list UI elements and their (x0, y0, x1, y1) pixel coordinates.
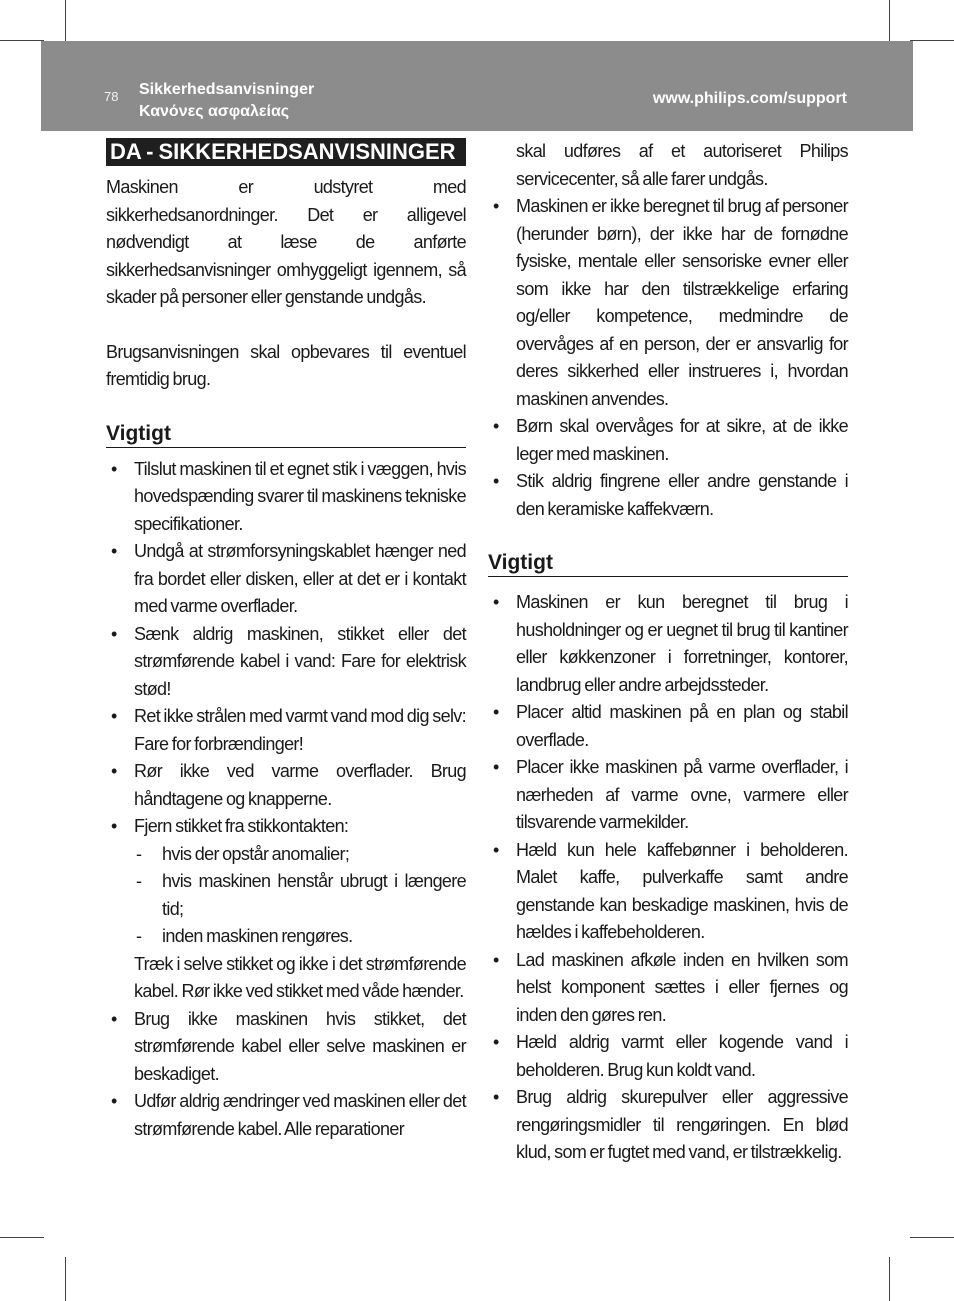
list-item: • Stik aldrig fingrene eller andre genstande i den keramiske kaffekværn. (488, 468, 848, 523)
important-heading: Vigtigt (106, 421, 466, 448)
list-item: • Lad maskinen afkøle inden en hvilken som helst komponent sættes i eller fjernes og inden den gøres ren. (488, 947, 848, 1030)
crop-mark (910, 40, 954, 41)
storage-paragraph: Brugsanvisningen skal opbevares til eventuel fremtidig brug. (106, 341, 466, 389)
sub-list-item: - hvis maskinen henstår ubrugt i længere tid; (134, 868, 466, 923)
important-list (106, 456, 466, 1144)
list-item: • Børn skal overvåges for at sikre, at de ikke leger med maskinen. (488, 413, 848, 468)
left-column (106, 138, 466, 1143)
list-item: • Sænk aldrig maskinen, stikket eller det strømførende kabel i vand: Fare for elektrisk stød! (106, 621, 466, 704)
list-item: • Rør ikke ved varme overflader. Brug håndtagene og knapperne. (106, 758, 466, 813)
continued-list (488, 138, 848, 193)
list-item-continuation (488, 138, 848, 193)
list-item-followup: Træk i selve stikket og ikke i det strømførende kabel. Rør ikke ved stikket med våde hænder. (134, 953, 466, 1001)
list-item: • Placer ikke maskinen på varme overflader, i nærheden af varme ovne, varmere eller tilsvarende varmekilder. (488, 754, 848, 837)
list-item: • Brug ikke maskinen hvis stikket, det strømførende kabel eller selve maskinen er beskadiget. (106, 1006, 466, 1089)
crop-mark (0, 40, 44, 41)
important-heading: Vigtigt (488, 550, 848, 577)
list-item: • Undgå at strømforsyningskablet hænger ned fra bordet eller disken, eller at det er i kontakt med varme overflader. (106, 538, 466, 621)
intro-paragraph: Maskinen er udstyret med sikkerhedsanordninger. Det er alligevel nødvendigt at læse de anførte sikkerhedsanvisninger omhyggeligt igennem, så skader på personer eller genstande undgås. (106, 177, 466, 307)
page-number: 78 (104, 89, 119, 104)
important-list (488, 589, 848, 1167)
continuation-text: skal udføres af et autoriseret Philips servicecenter, så alle farer undgås. (516, 141, 848, 189)
section-title-greek: Κανόνες ασφαλείας (139, 103, 290, 120)
list-item: • Placer altid maskinen på en plan og stabil overflade. (488, 699, 848, 754)
list-item: • Brug aldrig skurepulver eller aggressive rengøringsmidler til rengøringen. En blød klud, som er fugtet med vand, er tilstrækkelig. (488, 1084, 848, 1167)
sub-list (134, 841, 466, 951)
list-item-unplug (106, 813, 466, 1006)
support-url: www.philips.com/support (652, 90, 847, 107)
sub-list-item: - hvis der opstår anomalier; (134, 841, 466, 869)
right-column (488, 138, 848, 1167)
section-title: Sikkerhedsanvisninger (139, 81, 315, 98)
crop-mark (65, 1257, 66, 1301)
list-item: • Maskinen er kun beregnet til brug i husholdninger og er uegnet til brug til kantiner eller køkkenzoner i forretninger, kontorer, landbrug eller andre arbejdssteder. (488, 589, 848, 699)
crop-mark (0, 1237, 44, 1238)
main-heading: DA - SIKKERHEDSANVISNINGER (106, 138, 466, 166)
crop-mark (889, 1257, 890, 1301)
list-item: • Maskinen er ikke beregnet til brug af personer (herunder børn), der ikke har de fornødne fysiske, mentale eller sensoriske evner eller som ikke har den tilstrækkelige erfaring og/eller kompetence, medmindre de overvåges af en person, der er ansvarlig for deres sikkerhed eller instrueres i, hvordan maskinen anvendes. (488, 193, 848, 413)
sub-list-item: - inden maskinen rengøres. (134, 923, 466, 951)
safety-list (488, 193, 848, 523)
section-titles (139, 79, 314, 123)
page-header (41, 41, 913, 131)
list-item: • Tilslut maskinen til et egnet stik i væggen, hvis hovedspænding svarer til maskinens tekniske specifikationer. (106, 456, 466, 539)
crop-mark (889, 0, 890, 44)
list-item: • Hæld aldrig varmt eller kogende vand i beholderen. Brug kun koldt vand. (488, 1029, 848, 1084)
list-item: • Hæld kun hele kaffebønner i beholderen. Malet kaffe, pulverkaffe samt andre genstande kan beskadige maskinen, hvis de hældes i kaffebeholderen. (488, 837, 848, 947)
list-item-text: Fjern stikket fra stikkontakten: (134, 816, 349, 836)
crop-mark (910, 1237, 954, 1238)
list-item: • Udfør aldrig ændringer ved maskinen eller det strømførende kabel. Alle reparationer (106, 1088, 466, 1143)
list-item: • Ret ikke strålen med varmt vand mod dig selv: Fare for forbrændinger! (106, 703, 466, 758)
crop-mark (65, 0, 66, 44)
